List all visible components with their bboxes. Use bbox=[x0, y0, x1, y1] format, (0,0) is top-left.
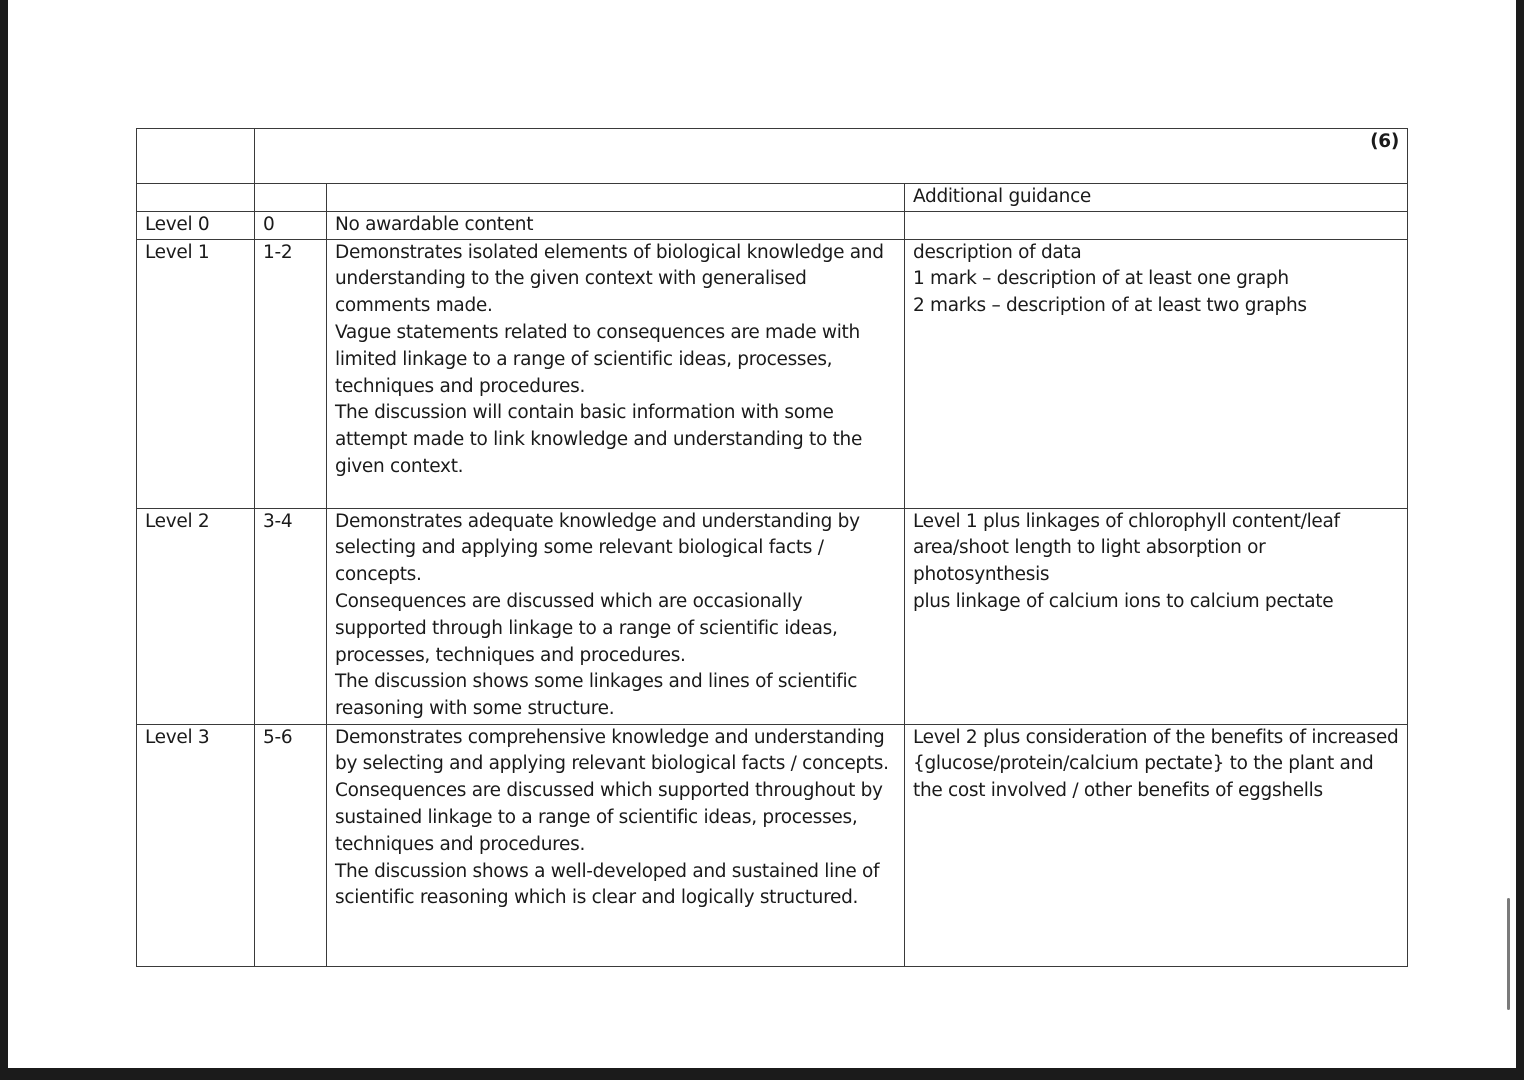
level-label: Level 2 bbox=[137, 508, 255, 724]
level-guidance bbox=[905, 239, 1408, 508]
level-descriptor bbox=[327, 508, 905, 724]
level-marks: 5-6 bbox=[255, 724, 327, 966]
table-row bbox=[137, 508, 1408, 724]
guidance-line: 2 marks – description of at least two graphs bbox=[913, 295, 1307, 317]
descriptor-line: The discussion shows some linkages and lines of scientific reasoning with some structure. bbox=[335, 671, 858, 720]
table-row bbox=[137, 239, 1408, 508]
guidance-line: Level 2 plus consideration of the benefits of increased {glucose/protein/calcium pectate} to the plant and the cost involved / other benefits of eggshells bbox=[913, 726, 1399, 802]
vertical-scrollbar[interactable] bbox=[1507, 898, 1510, 1010]
header-guidance-cell: Additional guidance bbox=[905, 184, 1408, 212]
guidance-line: 1 mark – description of at least one graph bbox=[913, 268, 1289, 290]
question-number-cell bbox=[137, 129, 255, 184]
level-descriptor bbox=[327, 211, 905, 239]
level-label: Level 1 bbox=[137, 239, 255, 508]
descriptor-line: Consequences are discussed which are occasionally supported through linkage to a range of scientific ideas, processes, techniques and procedures. bbox=[335, 590, 838, 666]
document-page bbox=[8, 0, 1516, 1068]
level-guidance bbox=[905, 508, 1408, 724]
mark-scheme-table bbox=[136, 128, 1408, 967]
level-marks: 1-2 bbox=[255, 239, 327, 508]
header-level-cell bbox=[137, 184, 255, 212]
descriptor-line: The discussion shows a well-developed and sustained line of scientific reasoning which is clear and logically structured. bbox=[335, 860, 880, 909]
descriptor-line: Consequences are discussed which supported throughout by sustained linkage to a range of scientific ideas, processes, techniques and procedures. bbox=[335, 780, 883, 855]
level-guidance bbox=[905, 211, 1408, 239]
table-row bbox=[137, 211, 1408, 239]
table-row bbox=[137, 724, 1408, 966]
guidance-line: plus linkage of calcium ions to calcium pectate bbox=[913, 590, 1334, 612]
header-marks-cell bbox=[255, 184, 327, 212]
level-marks: 0 bbox=[255, 211, 327, 239]
header-row bbox=[137, 184, 1408, 212]
guidance-line: description of data bbox=[913, 241, 1082, 263]
level-marks: 3-4 bbox=[255, 508, 327, 724]
descriptor-line: Demonstrates comprehensive knowledge and understanding by selecting and applying relevant biological facts / concepts. bbox=[335, 726, 889, 775]
header-descriptor-cell bbox=[327, 184, 905, 212]
descriptor-line: No awardable content bbox=[335, 213, 534, 235]
descriptor-line: The discussion will contain basic information with some attempt made to link knowledge and understanding to the given context. bbox=[335, 402, 863, 477]
level-descriptor bbox=[327, 239, 905, 508]
level-label: Level 0 bbox=[137, 211, 255, 239]
descriptor-line: Demonstrates adequate knowledge and understanding by selecting and applying some relevant biological facts / concepts. bbox=[335, 510, 860, 586]
descriptor-line: Demonstrates isolated elements of biological knowledge and understanding to the given context with generalised comments made. bbox=[335, 241, 884, 317]
level-guidance bbox=[905, 724, 1408, 966]
level-label: Level 3 bbox=[137, 724, 255, 966]
marks-total: (6) bbox=[255, 129, 1408, 184]
question-row bbox=[137, 129, 1408, 184]
descriptor-line: Vague statements related to consequences are made with limited linkage to a range of scientific ideas, processes, techniques and procedures. bbox=[335, 321, 860, 397]
guidance-line: Level 1 plus linkages of chlorophyll content/leaf area/shoot length to light absorption or photosynthesis bbox=[913, 510, 1340, 586]
level-descriptor bbox=[327, 724, 905, 966]
